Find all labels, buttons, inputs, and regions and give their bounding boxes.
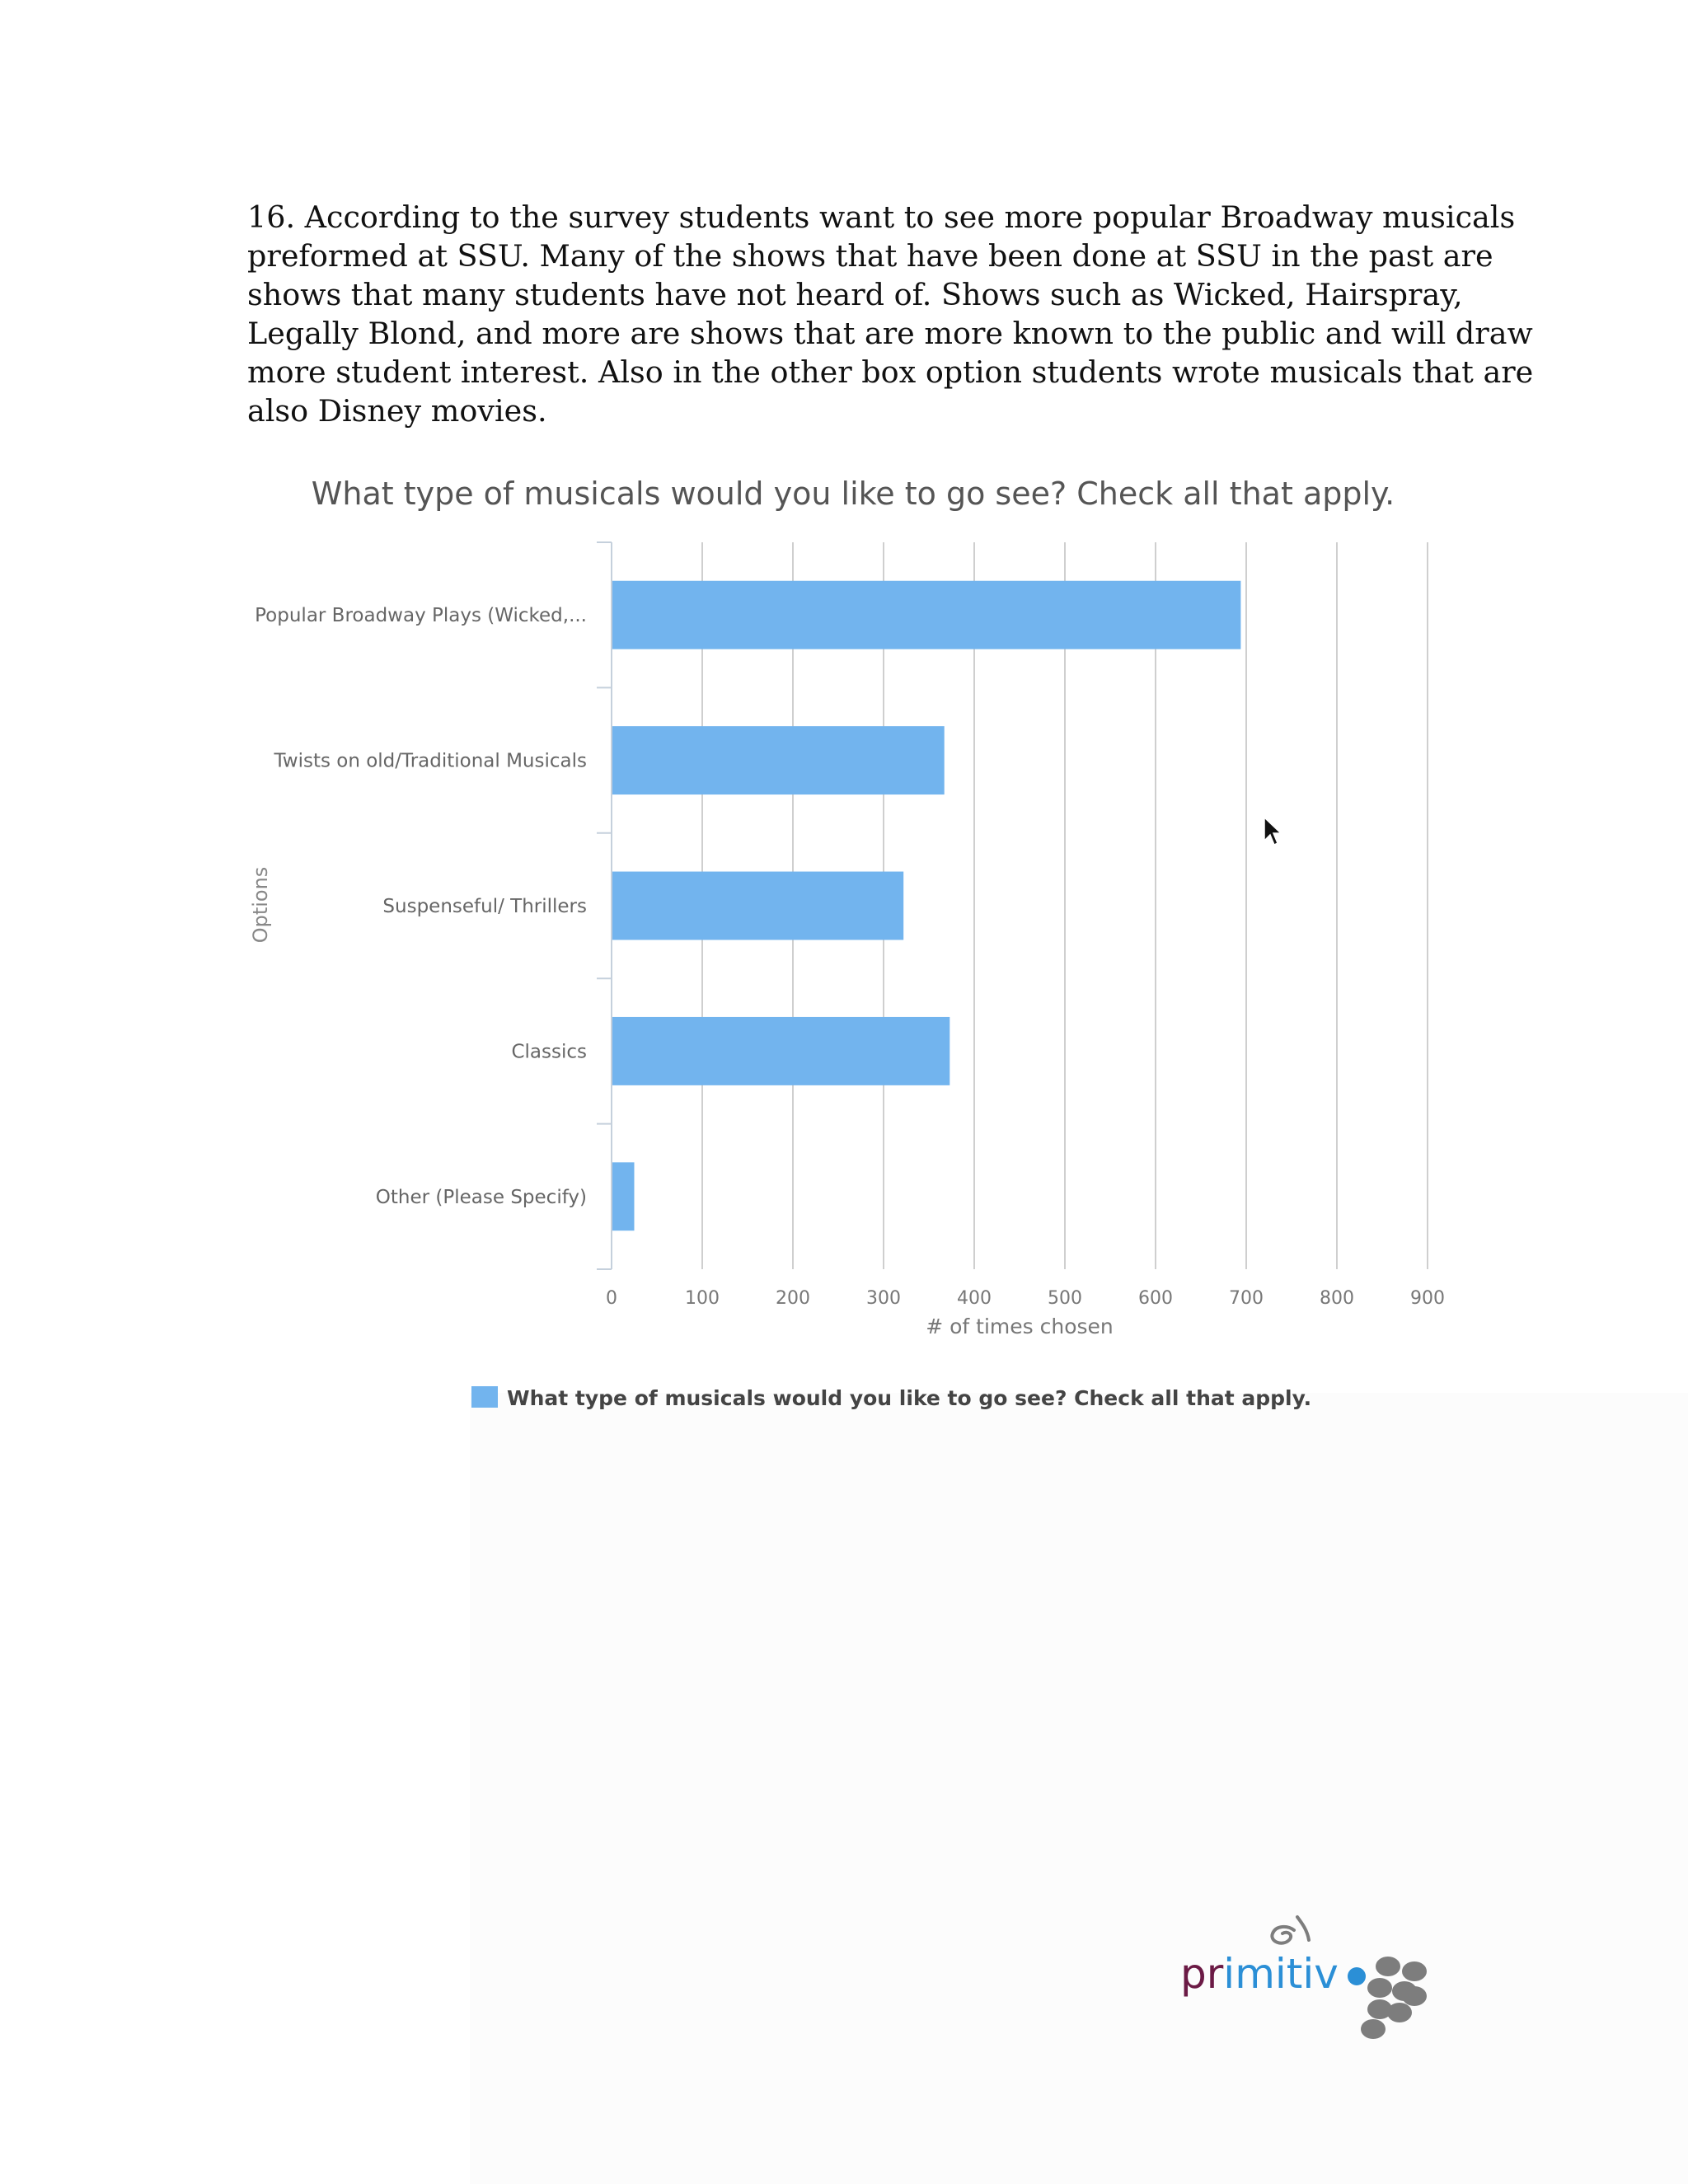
category-label: Twists on old/Traditional Musicals <box>274 750 587 772</box>
legend[interactable] <box>471 1386 1311 1410</box>
x-tick-labels <box>606 1288 1445 1309</box>
grape-cluster-icon <box>1361 1957 1427 2039</box>
category-label: Other (Please Specify) <box>375 1186 587 1208</box>
paragraph-line: Legally Blond, and more are shows that are more known to the public and will draw <box>247 316 1533 351</box>
category-label: Classics <box>511 1041 587 1063</box>
paragraph-line: more student interest. Also in the other box option students wrote musicals that are <box>247 354 1534 390</box>
bar[interactable] <box>612 1162 635 1230</box>
category-label: Popular Broadway Plays (Wicked,... <box>255 605 587 627</box>
x-tick-label: 0 <box>606 1288 617 1309</box>
y-axis-label: Options <box>249 866 272 944</box>
page-background-panel <box>470 1393 1688 2184</box>
chart-axes <box>597 542 612 1269</box>
paragraph-line: shows that many students have not heard of. Shows such as Wicked, Hairspray, <box>247 277 1463 312</box>
legend-label: What type of musicals would you like to go see? Check all that apply. <box>507 1386 1312 1410</box>
bar[interactable] <box>612 872 903 940</box>
chart-title: What type of musicals would you like to go see? Check all that apply. <box>311 476 1395 512</box>
legend-swatch <box>471 1386 498 1408</box>
paragraph-line: also Disney movies. <box>247 393 547 429</box>
paragraph-line: 16. According to the survey students want to see more popular Broadway musicals <box>247 199 1516 235</box>
x-tick-label: 400 <box>957 1288 992 1309</box>
category-labels <box>255 605 587 1208</box>
x-axis-label: # of times chosen <box>926 1315 1114 1338</box>
x-tick-label: 700 <box>1229 1288 1264 1309</box>
bars <box>612 581 1240 1231</box>
x-tick-label: 500 <box>1048 1288 1082 1309</box>
bar[interactable] <box>612 726 945 794</box>
x-tick-label: 800 <box>1320 1288 1354 1309</box>
bar[interactable] <box>612 581 1240 649</box>
x-tick-label: 200 <box>776 1288 810 1309</box>
bar[interactable] <box>612 1017 950 1085</box>
primitivo-logo <box>1170 1910 1434 2042</box>
x-tick-label: 600 <box>1138 1288 1173 1309</box>
x-tick-label: 100 <box>685 1288 720 1309</box>
arrow-cursor-icon <box>1263 816 1282 849</box>
paragraph-line: preformed at SSU. Many of the shows that have been done at SSU in the past are <box>247 238 1493 274</box>
x-tick-label: 300 <box>866 1288 901 1309</box>
x-tick-label: 900 <box>1410 1288 1445 1309</box>
category-label: Suspenseful/ Thrillers <box>382 896 587 917</box>
logo-text: primitiv <box>1180 1950 1339 1998</box>
